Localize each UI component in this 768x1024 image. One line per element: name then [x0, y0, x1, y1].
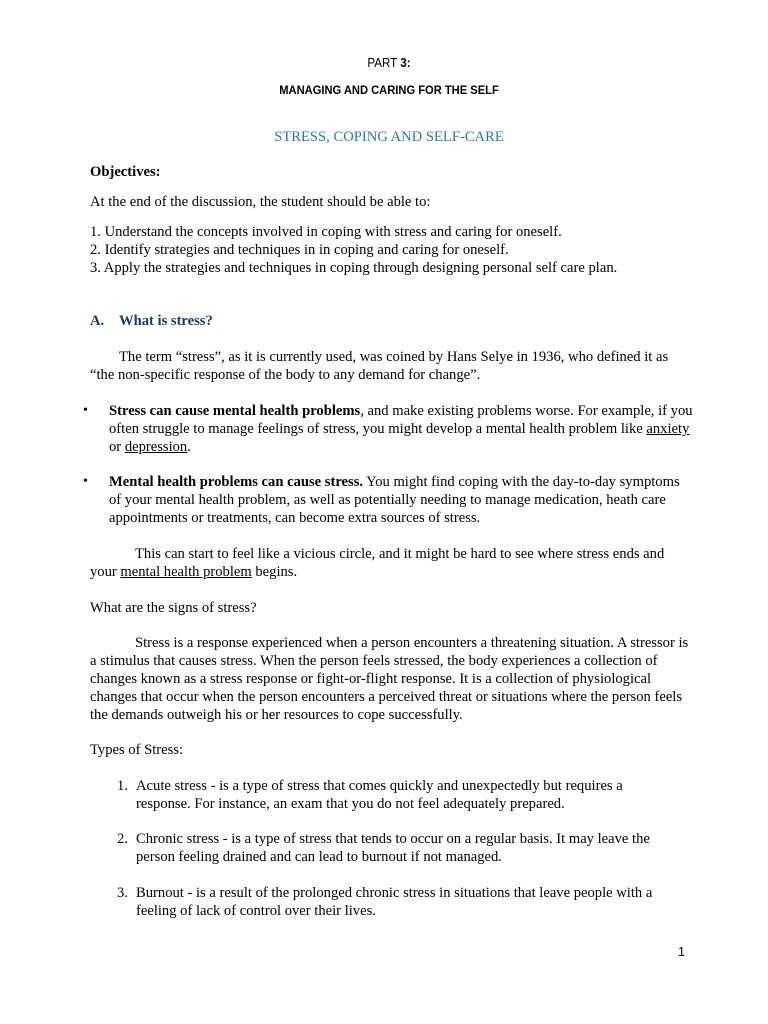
bullet-bold: Stress can cause mental health problems [109, 403, 361, 419]
bullet-bold: Mental health problems can cause stress. [109, 474, 364, 490]
item-text: Chronic stress - is a type of stress that tends to occur on a regular basis. It may leave the person feeling drained and can lead to burnout if not managed. [136, 831, 650, 865]
paragraph-text: begins. [251, 564, 298, 580]
bullet-text [109, 473, 693, 527]
objective-item: 3. Apply the strategies and techniques in coping through designing personal self care plan. [90, 260, 618, 276]
anxiety-link[interactable]: anxiety [646, 421, 690, 437]
part-number: 3: [400, 56, 411, 70]
item-text: Burnout - is a result of the prolonged chronic stress in situations that leave people with a feeling of lack of control over their lives. [136, 885, 653, 919]
page-number: 1 [678, 945, 686, 959]
part-prefix: PART [367, 56, 401, 70]
main-title: STRESS, COPING AND SELF-CARE [274, 129, 504, 145]
part-label [31, 54, 747, 72]
bullet-icon: • [83, 474, 88, 489]
bullet-item [83, 402, 693, 456]
item-number: 3. [117, 885, 128, 901]
numbered-item [110, 884, 680, 920]
item-text: Acute stress - is a type of stress that comes quickly and unexpectedly but requires a response. For instance, an exam that you do not feel adequately prepared. [136, 778, 623, 812]
bullet-item [83, 473, 693, 527]
numbered-item [110, 777, 680, 813]
signs-question: What are the signs of stress? [90, 600, 257, 616]
mental-health-problem-link[interactable]: mental health problem [120, 564, 252, 580]
bullet-text-part: . [187, 439, 191, 455]
depression-link[interactable]: depression [124, 439, 188, 455]
item-number: 2. [117, 831, 128, 847]
vicious-circle-paragraph [90, 545, 690, 581]
item-number: 1. [117, 778, 128, 794]
bullet-text [109, 402, 693, 456]
numbered-item [110, 830, 680, 866]
part-title: MANAGING AND CARING FOR THE SELF [279, 83, 499, 97]
objective-item: 2. Identify strategies and techniques in in coping and caring for oneself. [90, 242, 509, 258]
bullet-text-part: You might find coping with the day-to-day symptoms of your mental health problem, as well as potentially needing to manage medication, heath care appointments or treatments, can become extra sources of stress. [109, 474, 680, 526]
objective-item: 1. Understand the concepts involved in coping with stress and caring for oneself. [90, 224, 562, 240]
section-letter: A. [90, 313, 105, 329]
objectives-intro: At the end of the discussion, the student should be able to: [90, 194, 431, 210]
objectives-list [90, 223, 690, 277]
bullet-text-part: , and make existing problems worse. For example, if you often struggle to manage feelings of stress, you might develop a mental health problem like [109, 403, 693, 437]
objectives-heading: Objectives: [90, 164, 161, 180]
types-heading: Types of Stress: [90, 742, 184, 758]
section-a-heading [90, 312, 213, 330]
stress-definition: The term “stress”, as it is currently used, was coined by Hans Selye in 1936, who defined it as “the non-specific response of the body to any demand for change”. [90, 349, 669, 383]
signs-paragraph: Stress is a response experienced when a person encounters a threatening situation. A stressor is a stimulus that causes stress. When the person feels stressed, the body experiences a collection of changes known as a stress response or fight-or-flight response. It is a collection of physiological changes that occur when the person encounters a perceived threat or situations where the person feels the demands outweigh his or her resources to cope successfully. [90, 635, 689, 723]
section-title: What is stress? [119, 313, 213, 329]
bullet-text-part: or [109, 439, 125, 455]
bullet-icon: • [83, 403, 88, 418]
paragraph-text: This can start to feel like a vicious circle, and it might be hard to see where stress ends and your [90, 546, 665, 580]
